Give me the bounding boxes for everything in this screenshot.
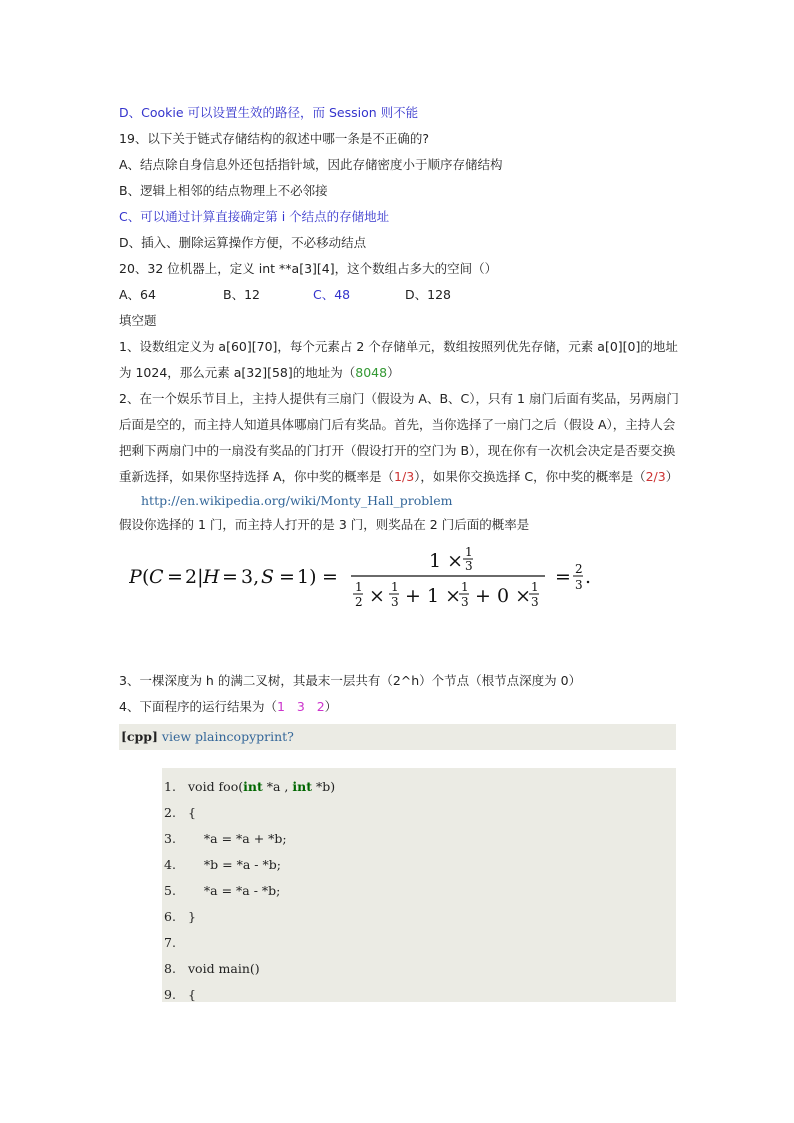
- svg-text:×: ×: [369, 585, 385, 607]
- code-line: [162, 904, 676, 930]
- svg-text:C: C: [149, 566, 164, 588]
- svg-text:3: 3: [575, 578, 583, 592]
- svg-text:3,: 3,: [241, 566, 260, 588]
- svg-text:3: 3: [465, 559, 473, 573]
- svg-text:2: 2: [355, 595, 363, 609]
- code-block: [162, 768, 676, 1002]
- f1-close: ）: [387, 365, 400, 380]
- q20-option-c: C、48: [313, 287, 351, 302]
- svg-text:=: =: [555, 566, 571, 588]
- svg-text:2|: 2|: [185, 566, 204, 588]
- svg-text:1: 1: [461, 580, 469, 594]
- code-text: {: [188, 805, 196, 820]
- svg-text:(: (: [142, 566, 150, 588]
- svg-text:S: S: [261, 566, 275, 588]
- code-line: [162, 982, 676, 1008]
- q19-option-c: C、可以通过计算直接确定第 i 个结点的存储地址: [119, 209, 390, 224]
- svg-text:.: .: [585, 566, 592, 588]
- svg-text:P: P: [129, 566, 142, 588]
- f2-text: 2、在一个娱乐节目上，主持人提供有三扇门（假设为 A、B、C），只有 1 扇门后面有奖品，另两扇门后面是空的，而主持人知道具体哪扇门后有奖品。首先，当你选择了一扇门之后（假设 A），主持人会把剩下两扇门中的一扇没有奖品的门打开（假设打开的空门为 B），现在你有一次机会决定是否要交换重新选择，如果你坚持选择 A，你中奖的概率是（: [119, 391, 679, 484]
- svg-text:H: H: [203, 566, 220, 588]
- svg-text:1: 1: [355, 580, 363, 594]
- f4-answer: 1 3 2: [276, 699, 325, 714]
- code-keyword: int: [292, 779, 312, 794]
- code-text: }: [188, 909, 196, 924]
- line-number: 4.: [164, 857, 176, 872]
- line-number: 1.: [164, 779, 176, 794]
- svg-text:3: 3: [531, 595, 539, 609]
- svg-text:+ 0 ×: + 0 ×: [475, 585, 532, 607]
- svg-text:2: 2: [575, 562, 583, 576]
- fill-section-title: 填空题: [119, 313, 157, 328]
- line-number: 8.: [164, 961, 176, 976]
- q20-option-d: D、128: [405, 287, 451, 302]
- line-number: 6.: [164, 909, 176, 924]
- svg-text:3: 3: [461, 595, 469, 609]
- code-text: *b): [311, 779, 336, 794]
- fill-question-2: [119, 386, 679, 490]
- svg-text:1: 1: [391, 580, 399, 594]
- q20-option-b: B、12: [223, 287, 260, 302]
- q18-option-d: D、Cookie 可以设置生效的路径，而 Session 则不能: [119, 105, 419, 120]
- svg-text:=: =: [222, 566, 238, 588]
- f2-answer-2: 2/3: [645, 469, 666, 484]
- line-number: 9.: [164, 987, 176, 1002]
- code-language-tag: [cpp]: [121, 729, 158, 744]
- f2-answer-1: 1/3: [394, 469, 415, 484]
- f4-text: 4、下面程序的运行结果为（: [119, 699, 277, 714]
- line-number: 3.: [164, 831, 176, 846]
- f2-note: 假设你选择的 1 门，而主持人打开的是 3 门，则奖品在 2 门后面的概率是: [119, 517, 530, 532]
- code-view-links[interactable]: view plaincopyprint?: [161, 729, 294, 744]
- q19-option-a: A、结点除自身信息外还包括指针域，因此存储密度小于顺序存储结构: [119, 157, 503, 172]
- line-number: 2.: [164, 805, 176, 820]
- svg-text:1: 1: [465, 545, 473, 559]
- svg-text:+ 1 ×: + 1 ×: [405, 585, 462, 607]
- svg-text:=: =: [167, 566, 183, 588]
- code-line: [162, 774, 676, 800]
- f2-mid: ），如果你交换选择 C，你中奖的概率是（: [414, 469, 646, 484]
- q19-option-b: B、逻辑上相邻的结点物理上不必邻接: [119, 183, 328, 198]
- code-text: *a = *a + *b;: [188, 831, 287, 846]
- code-toolbar: [119, 724, 676, 750]
- svg-text:=: =: [322, 566, 338, 588]
- code-text: {: [188, 987, 196, 1002]
- code-text: *a = *a - *b;: [188, 883, 281, 898]
- f4-close: ）: [324, 699, 338, 714]
- q19-option-d: D、插入、删除运算操作方便，不必移动结点: [119, 235, 367, 250]
- code-keyword: int: [243, 779, 263, 794]
- code-line: [162, 852, 676, 878]
- fill-question-1: [119, 334, 679, 386]
- code-text: void main(): [188, 961, 260, 976]
- code-line: [162, 800, 676, 826]
- monty-hall-link[interactable]: http://en.wikipedia.org/wiki/Monty_Hall_problem: [141, 493, 453, 508]
- svg-text:=: =: [279, 566, 295, 588]
- code-line: [162, 930, 676, 956]
- line-number: 5.: [164, 883, 176, 898]
- svg-text:1 ×: 1 ×: [429, 550, 464, 572]
- f1-text: 1、设数组定义为 a[60][70]，每个元素占 2 个存储单元，数组按照列优先存储，元素 a[0][0]的地址为 1024，那么元素 a[32][58]的地址为（: [119, 339, 678, 380]
- svg-text:1): 1): [297, 566, 317, 588]
- svg-text:1: 1: [531, 580, 539, 594]
- f2-close: ）: [665, 469, 679, 484]
- code-text: void foo(: [188, 779, 244, 794]
- fill-question-4: [119, 694, 679, 720]
- q19-question: 19、以下关于链式存储结构的叙述中哪一条是不正确的?: [119, 131, 430, 146]
- code-line: [162, 878, 676, 904]
- line-number: 7.: [164, 935, 176, 950]
- svg-text:3: 3: [391, 595, 399, 609]
- document-page: [119, 100, 679, 1002]
- probability-formula: [129, 544, 599, 614]
- code-text: *b = *a - *b;: [188, 857, 281, 872]
- code-text: *a ,: [262, 779, 293, 794]
- q20-option-a: A、64: [119, 287, 156, 302]
- fill-question-3: 3、一棵深度为 h 的满二叉树，其最末一层共有（2^h）个节点（根节点深度为 0）: [119, 673, 582, 688]
- f1-answer: 8048: [355, 365, 388, 380]
- code-line: [162, 956, 676, 982]
- q20-options: [119, 282, 679, 308]
- q20-question: 20、32 位机器上，定义 int **a[3][4]，这个数组占多大的空间（）: [119, 261, 498, 276]
- code-line: [162, 826, 676, 852]
